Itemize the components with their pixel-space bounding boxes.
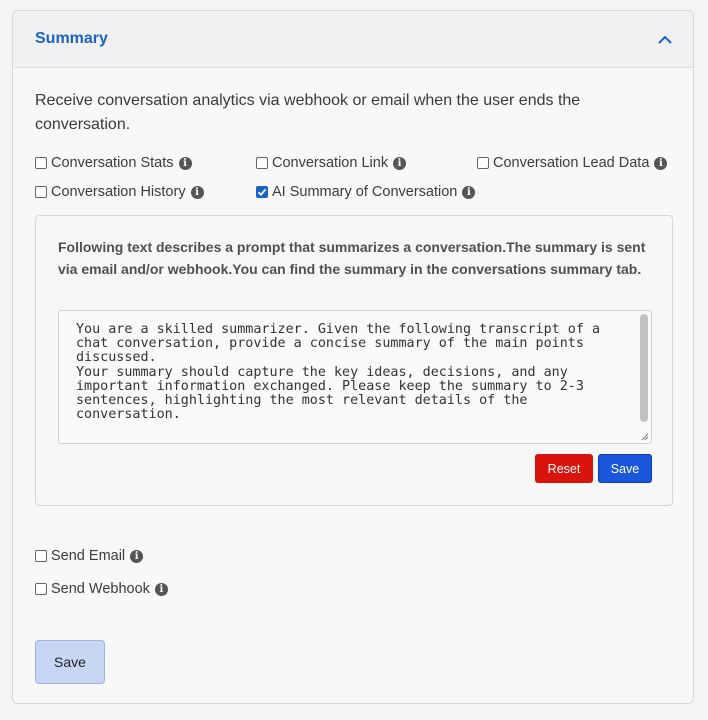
conversation-history-checkbox[interactable] (35, 186, 47, 198)
conversation-stats-label: Conversation Stats (51, 155, 174, 171)
panel-title: Summary (35, 30, 108, 47)
option-conversation-stats[interactable] (35, 155, 192, 171)
conversation-history-label: Conversation History (51, 184, 186, 200)
reset-button[interactable]: Reset (535, 454, 593, 483)
info-icon[interactable]: i (462, 186, 475, 199)
conversation-link-label: Conversation Link (272, 155, 389, 171)
send-email-label: Send Email (51, 548, 126, 564)
option-conversation-lead-data[interactable] (477, 155, 667, 171)
chevron-up-icon[interactable] (657, 31, 673, 47)
send-webhook-checkbox[interactable] (35, 583, 47, 595)
option-send-webhook[interactable] (35, 581, 168, 597)
option-ai-summary[interactable] (256, 184, 475, 200)
summary-prompt-description: Following text describes a prompt that summarizes a conversation.The summary is sent via email and/or webhook.You can find the summary in the conversations summary tab. (58, 239, 646, 277)
save-prompt-button[interactable]: Save (598, 454, 652, 483)
option-conversation-link[interactable] (256, 155, 406, 171)
save-button[interactable]: Save (35, 640, 105, 684)
info-icon[interactable]: i (191, 186, 204, 199)
summary-prompt-textarea[interactable] (58, 310, 652, 444)
checkmark-icon (257, 187, 267, 197)
option-conversation-history[interactable] (35, 184, 204, 200)
info-icon[interactable]: i (179, 157, 192, 170)
conversation-lead-data-label: Conversation Lead Data (493, 155, 650, 171)
summary-prompt-card (35, 215, 673, 506)
summary-prompt-text[interactable]: You are a skilled summarizer. Given the following transcript of a chat conversation, provide a concise summary of the main points discussed. Your summary should capture the key ideas, decisions, and any important information exchanged. Please keep the summary to 2-3 sentences, highlighting the most relevant details of the conversation. (76, 322, 601, 423)
info-icon[interactable]: i (654, 157, 667, 170)
panel-description: Receive conversation analytics via webhook or email when the user ends the conversation. (35, 92, 581, 133)
option-send-email[interactable] (35, 548, 143, 564)
conversation-stats-checkbox[interactable] (35, 157, 47, 169)
send-webhook-label: Send Webhook (51, 581, 150, 597)
summary-panel (12, 10, 694, 704)
info-icon[interactable]: i (130, 550, 143, 563)
conversation-lead-data-checkbox[interactable] (477, 157, 489, 169)
info-icon[interactable]: i (393, 157, 406, 170)
conversation-link-checkbox[interactable] (256, 157, 268, 169)
ai-summary-label: AI Summary of Conversation (272, 184, 458, 200)
send-email-checkbox[interactable] (35, 550, 47, 562)
panel-header[interactable] (13, 11, 693, 68)
resize-handle-icon[interactable] (640, 432, 649, 441)
ai-summary-checkbox[interactable] (256, 186, 268, 198)
info-icon[interactable]: i (155, 583, 168, 596)
textarea-scrollbar[interactable] (640, 314, 648, 422)
